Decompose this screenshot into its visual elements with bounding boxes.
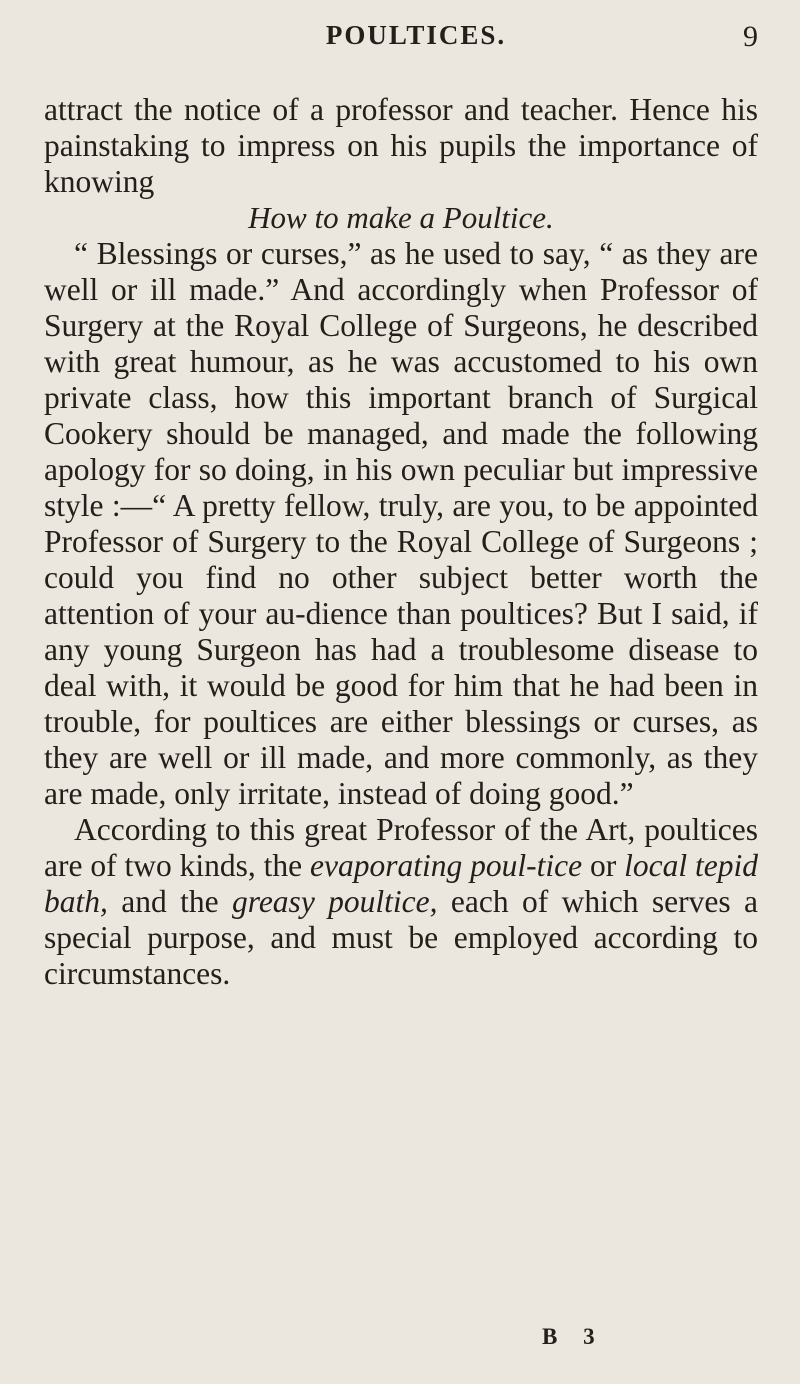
term-evaporating-poultice: evaporating poul-tice — [310, 848, 583, 883]
running-head — [44, 20, 758, 60]
page-number: 9 — [743, 20, 758, 53]
paragraph-last-and-the: and the — [121, 884, 219, 919]
paragraph-last-end: each of which serves a special purpose, and must be employed according to circumstances. — [44, 884, 758, 991]
paragraph-main — [44, 236, 758, 812]
paragraph-continued: attract the notice of a professor and teacher. Hence his painstaking to impress on his pupils the importance of knowing — [44, 92, 758, 199]
running-title: POULTICES. — [325, 20, 507, 50]
term-greasy-poultice: greasy poultice, — [231, 884, 438, 919]
term-local-tepid-bath: local tepid bath, — [44, 848, 758, 919]
body-text — [44, 92, 758, 992]
paragraph-last — [44, 812, 758, 992]
paragraph-main-text: “ Blessings or curses,” as he used to say, “ as they are well or ill made.” And accordingly when Professor of Surgery at the Royal College of Surgeons, he described with great humour, as he was accustomed to his own private class, how this important branch of Surgical Cookery should be managed, and made the following apology for so doing, in his own peculiar but impressive style :—“ A pretty fellow, truly, are you, to be appointed Professor of Surgery to the Royal College of Surgeons ; could you find no other subject better worth the attention of your au-dience than poultices? But I said, if any young Surgeon has had a troublesome disease to deal with, it would be good for him that he had been in trouble, for poultices are either blessings or curses, as they are well or ill made, and more commonly, as they are made, only irritate, instead of doing good.” — [44, 236, 758, 811]
signature-mark: B 3 — [542, 1324, 605, 1349]
section-heading: How to make a Poultice. — [248, 200, 554, 235]
paragraph-last-or: or — [589, 848, 617, 883]
paragraph-last-intro: According to this great Professor of the Art, poultices are of two kinds, the — [44, 812, 758, 883]
